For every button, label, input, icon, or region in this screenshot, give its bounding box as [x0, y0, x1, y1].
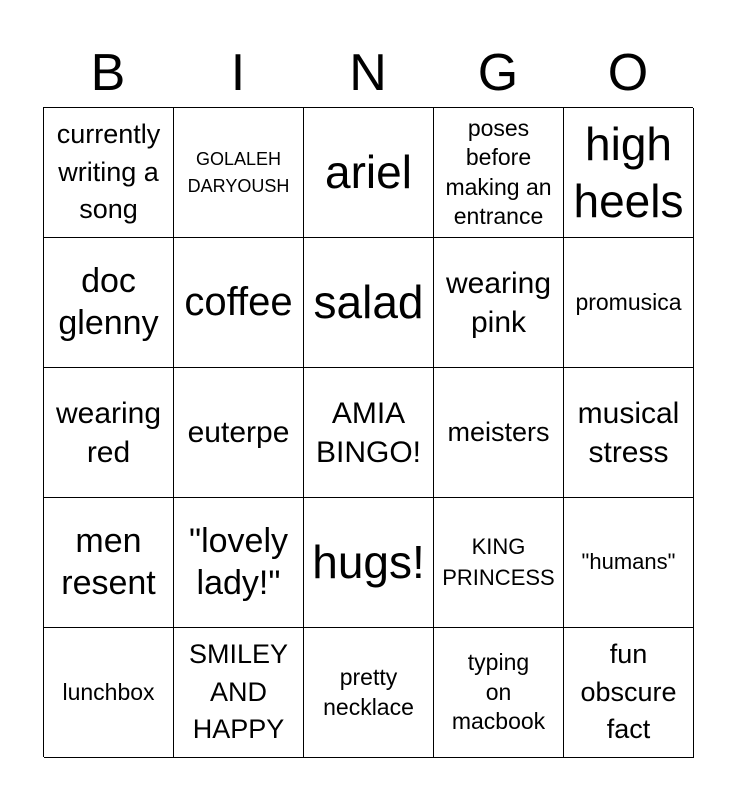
cell-text: currently writing a song	[56, 118, 161, 225]
bingo-cell[interactable]	[434, 238, 564, 368]
bingo-cell[interactable]	[174, 498, 304, 628]
cell-text: wearing red	[55, 396, 162, 469]
bingo-cell[interactable]	[434, 498, 564, 628]
header-letter-o: O	[607, 44, 649, 102]
bingo-cell[interactable]	[304, 108, 434, 238]
bingo-cell[interactable]	[564, 108, 694, 238]
bingo-cell[interactable]	[44, 498, 174, 628]
cell-text: poses before making an entrance	[445, 114, 552, 229]
bingo-cell[interactable]	[304, 498, 434, 628]
cell-text: hugs!	[312, 536, 425, 589]
bingo-cell[interactable]	[174, 108, 304, 238]
header-letter-b: B	[90, 44, 126, 102]
cell-text: salad	[313, 276, 424, 329]
bingo-cell[interactable]	[174, 238, 304, 368]
cell-text: high heels	[573, 118, 684, 227]
cell-text: fun obscure fact	[580, 638, 677, 745]
cell-text: SMILEY AND HAPPY	[188, 638, 289, 745]
cell-text: promusica	[575, 288, 682, 315]
bingo-cell[interactable]	[564, 368, 694, 498]
bingo-cell[interactable]	[44, 628, 174, 758]
bingo-cell[interactable]	[434, 108, 564, 238]
bingo-cell[interactable]	[44, 238, 174, 368]
header-letter-i: I	[230, 44, 246, 102]
cell-text: wearing pink	[445, 266, 552, 339]
cell-text: lunchbox	[62, 678, 155, 705]
cell-text: AMIA BINGO!	[315, 396, 421, 469]
bingo-cell[interactable]	[44, 368, 174, 498]
cell-text: doc glenny	[58, 262, 159, 342]
bingo-cell[interactable]	[304, 238, 434, 368]
bingo-header	[43, 40, 693, 106]
bingo-cell[interactable]	[44, 108, 174, 238]
bingo-cell[interactable]	[174, 368, 304, 498]
cell-text: "lovely lady!"	[189, 522, 288, 602]
cell-text: pretty necklace	[323, 664, 414, 720]
bingo-cell[interactable]	[564, 498, 694, 628]
cell-text: ariel	[325, 146, 412, 199]
cell-text: typing on macbook	[451, 649, 546, 735]
cell-text: "humans"	[581, 549, 676, 575]
cell-text: men resent	[61, 522, 156, 602]
header-letter-n: N	[349, 44, 387, 102]
cell-text: GOLALEH DARYOUSH	[187, 149, 290, 196]
bingo-cell[interactable]	[564, 238, 694, 368]
bingo-cell[interactable]	[304, 368, 434, 498]
cell-text: KING PRINCESS	[442, 533, 555, 590]
bingo-cell[interactable]	[564, 628, 694, 758]
bingo-cell[interactable]	[434, 628, 564, 758]
cell-text: meisters	[447, 416, 550, 447]
bingo-cell[interactable]	[174, 628, 304, 758]
bingo-board	[43, 107, 693, 757]
cell-text: euterpe	[187, 416, 290, 449]
cell-text: musical stress	[577, 396, 680, 469]
bingo-cell[interactable]	[304, 628, 434, 758]
cell-text: coffee	[184, 280, 293, 325]
header-letter-g: G	[477, 44, 519, 102]
bingo-cell[interactable]	[434, 368, 564, 498]
